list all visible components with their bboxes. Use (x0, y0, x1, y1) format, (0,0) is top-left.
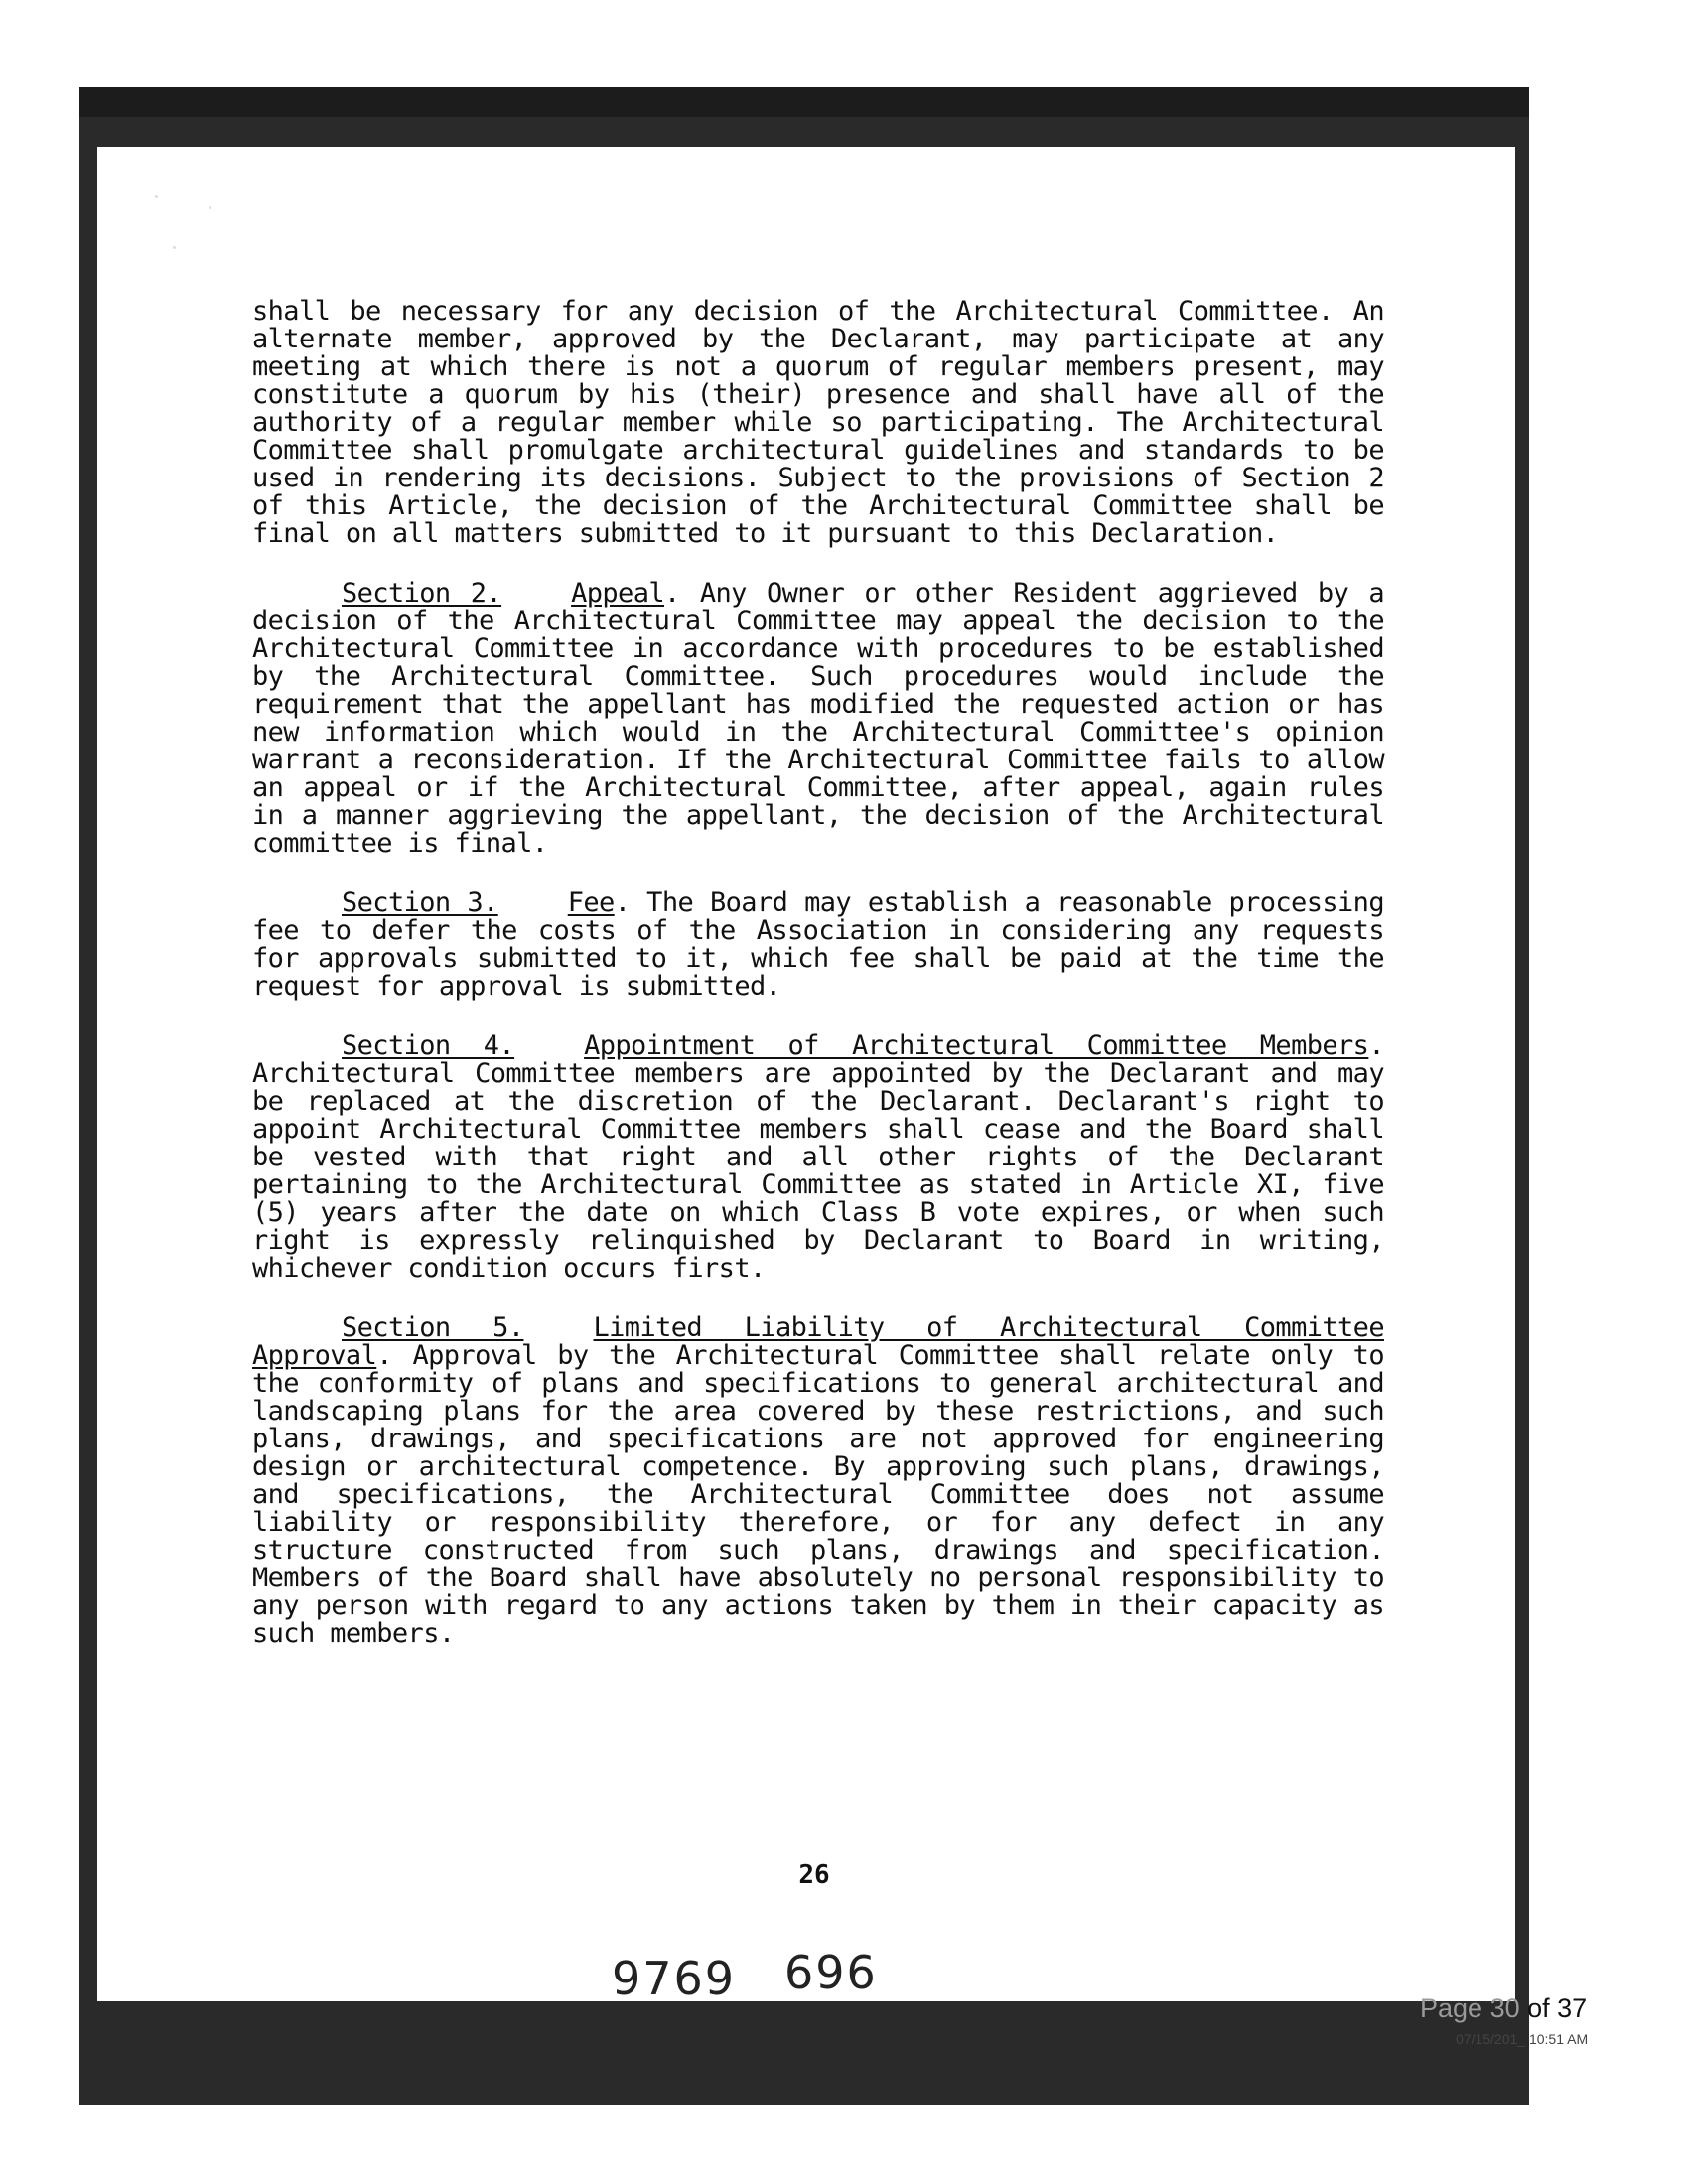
section-label: Section 4. (342, 1030, 515, 1061)
viewer-page-indicator (1420, 1993, 1587, 2024)
paragraph-text: . Architectural Committee members are appointed by the Declarant and may be replaced at the discretion of the Declarant. Declarant's right to appoint Architectural Committee members shall cease and the Board shall be vested with that right and all other rights of the Declarant pertaining to the Architectural Committee as stated in Article XI, five (5) years after the date on which Class B vote expires, or when such right is expressly relinquished by Declarant to Board in writing, whichever condition occurs first. (252, 1030, 1384, 1284)
viewer-page-word: Page (1420, 1993, 1483, 2023)
viewer-current-page: 30 (1489, 1993, 1520, 2023)
section-heading: Appeal (571, 578, 665, 609)
paragraph-text: shall be necessary for any decision of the Architectural Committee. An alternate member, approved by the Declarant, may participate at any meeting at which there is not a quorum of regular members present, may constitute a quorum by his (their) presence and shall have all of the authority of a regular member while so participating. The Architectural Committee shall promulgate architectural guidelines and standards to be used in rendering its decisions. Subject to the provisions of Section 2 of this Article, the decision of the Architectural Committee shall be final on all matters submitted to it pursuant to this Declaration. (252, 296, 1384, 549)
viewer-timestamp: 07/15/201_ 10:51 AM (1456, 2031, 1589, 2047)
paragraph-continuation (252, 298, 1384, 548)
section-heading: Fee (567, 887, 615, 918)
paragraph-section-5 (252, 1314, 1384, 1648)
paragraph-text: . Approval by the Architectural Committee shall relate only to the conformity of plans and specifications to general architectural and landscaping plans for the area covered by these restrictions, and such plans, drawings, and specifications are not approved for engineering design or architectural competence. By approving such plans, drawings, and specifications, the Architectural Committee does not assume liability or responsibility therefore, or for any defect in any structure constructed from such plans, drawings and specification. Members of the Board shall have absolutely no personal responsibility to any person with regard to any actions taken by them in their capacity as such members. (252, 1340, 1384, 1649)
scan-speck (173, 246, 176, 249)
paragraph-section-2 (252, 580, 1384, 858)
book-number: 9769 (612, 1952, 737, 2005)
paragraph-section-3 (252, 889, 1384, 1001)
section-heading: Appointment of Architectural Committee Members (584, 1030, 1369, 1061)
page-stamp: 696 (784, 1946, 878, 1999)
document-body (252, 298, 1384, 1680)
section-label: Section 5. (342, 1312, 524, 1343)
paragraph-text: . The Board may establish a reasonable processing fee to defer the costs of the Association in considering any requests for approvals submitted to it, which fee shall be paid at the time the request for approval is submitted. (252, 887, 1384, 1002)
section-heading: Limited Liability of Architectural Committee Approval (252, 1312, 1384, 1371)
paragraph-section-4 (252, 1032, 1384, 1283)
scan-speck (209, 206, 211, 209)
scan-speck (155, 195, 158, 198)
section-label: Section 3. (342, 887, 498, 918)
section-label: Section 2. (342, 578, 502, 609)
viewer-page-total: of 37 (1527, 1993, 1588, 2023)
page-number: 26 (798, 1860, 830, 1890)
scan-top-edge (79, 87, 1529, 117)
paragraph-text: . Any Owner or other Resident aggrieved by a decision of the Architectural Committee may appeal the decision to the Architectural Committee in accordance with procedures to be established by the Architectural Committee. Such procedures would include the requirement that the appellant has modified the requested action or has new information which would in the Architectural Committee's opinion warrant a reconsideration. If the Architectural Committee fails to allow an appeal or if the Architectural Committee, after appeal, again rules in a manner aggrieving the appellant, the decision of the Architectural committee is final. (252, 578, 1384, 859)
